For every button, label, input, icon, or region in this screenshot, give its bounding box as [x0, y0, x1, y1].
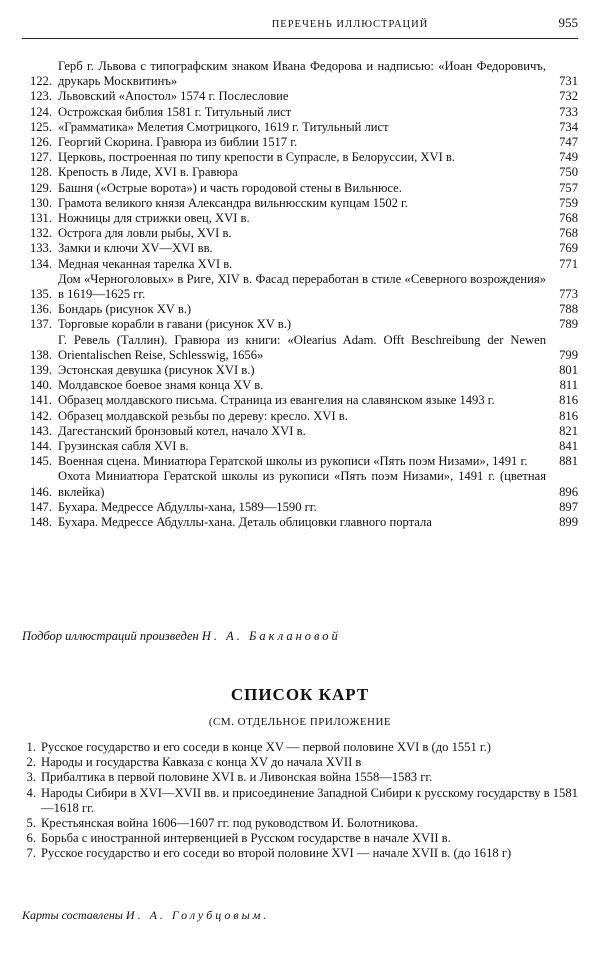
map-entry — [22, 816, 578, 831]
illustration-page: 899 — [559, 515, 578, 530]
running-head: ПЕРЕЧЕНЬ ИЛЛЮСТРАЦИЙ — [271, 19, 429, 30]
illustration-number: 125. — [29, 119, 52, 134]
illustration-entry — [22, 439, 578, 454]
map-entry — [22, 831, 578, 846]
map-entry — [22, 740, 578, 755]
illustration-entry — [22, 181, 578, 196]
illustration-number: 131. — [29, 211, 52, 226]
illustration-entry — [22, 393, 578, 408]
illustration-entry — [22, 135, 578, 150]
map-caption: Русское государство и его соседи во второй половине XVI — начале XVII в. (до 1618 г) — [41, 846, 512, 861]
illustration-entry — [22, 165, 578, 180]
illustration-number: 122. — [29, 74, 52, 89]
illustration-number: 134. — [29, 256, 52, 271]
illustration-number: 127. — [29, 150, 52, 165]
illustration-number: 148. — [29, 515, 52, 530]
map-caption: Прибалтика в первой половине XVI в. и Ливонская война 1558—1583 гг. — [41, 770, 433, 785]
map-number: 6. — [26, 831, 36, 846]
illustration-page: 799 — [559, 347, 578, 362]
illustration-caption: Дом «Черноголовых» в Риге, XIV в. Фасад переработан в стиле «Северного возрождения» в 1619—1625 гг. — [58, 271, 546, 302]
maps-credit — [22, 908, 269, 923]
illustration-caption: Грамота великого князя Александра вильнюсским купцам 1502 г. — [58, 195, 408, 210]
illustration-number: 139. — [29, 363, 52, 378]
illustration-caption: Торговые корабли в гавани (рисунок XV в.) — [58, 317, 292, 332]
illustration-page: 773 — [559, 287, 578, 302]
map-caption: Борьба с иностранной интервенцией в Русском государстве в начале XVII в. — [41, 831, 451, 846]
illustration-entry — [22, 59, 578, 89]
illustration-page: 757 — [559, 180, 578, 195]
map-caption: Народы Сибири в XVI—XVII вв. и присоединение Западной Сибири к русскому государству в 1581—1618 гг. — [41, 785, 578, 815]
map-number: 1. — [26, 740, 36, 754]
illustration-page: 768 — [559, 211, 578, 226]
illustrations-credit — [22, 629, 341, 644]
maps-credit-name: И. А. Голубцовым. — [125, 908, 270, 922]
illustration-number: 126. — [29, 135, 52, 150]
illustration-caption: Военная сцена. Миниатюра Гератской школы из рукописи «Пять поэм Низами», 1491 г. — [58, 454, 528, 469]
illustration-caption: Крепость в Лиде, XVI в. Гравюра — [58, 165, 238, 180]
illustration-entry — [22, 363, 578, 378]
map-list — [22, 740, 578, 862]
map-entry — [22, 786, 578, 816]
illustration-number: 142. — [29, 408, 52, 423]
illustration-caption: Образец молдавского письма. Страница из евангелия на славянском языке 1493 г. — [58, 393, 495, 408]
illustration-caption: Молдавское боевое знамя конца XV в. — [58, 378, 264, 393]
illustration-caption: Бондарь (рисунок XV в.) — [58, 302, 192, 317]
illustration-page: 769 — [559, 241, 578, 256]
illustration-caption: Замки и ключи XV—XVI вв. — [58, 241, 213, 256]
illustration-number: 129. — [29, 180, 52, 195]
illustration-caption: Эстонская девушка (рисунок XVI в.) — [58, 363, 255, 378]
illustration-number: 133. — [29, 241, 52, 256]
illustration-caption: Герб г. Львова с типографским знаком Ивана Федорова и надписью: «Иоан Федоровичъ, друкарь Москвитинъ» — [58, 59, 546, 89]
illustration-page: 759 — [559, 195, 578, 210]
illustration-number: 123. — [29, 89, 52, 104]
illustration-number: 141. — [29, 393, 52, 408]
illustration-caption: Ножницы для стрижки овец, XVI в. — [58, 211, 250, 226]
illustration-caption: Георгий Скорина. Гравюра из библии 1517 г. — [58, 135, 298, 150]
illustration-page: 801 — [559, 363, 578, 378]
illustration-number: 146. — [29, 484, 52, 499]
illustration-caption: Башня («Острые ворота») и часть городовой стены в Вильнюсе. — [58, 180, 402, 195]
illustration-caption: Дагестанский бронзовый котел, начало XVI в. — [58, 423, 306, 438]
illustration-entry — [22, 500, 578, 515]
illustration-page: 768 — [559, 226, 578, 241]
illustration-number: 130. — [29, 195, 52, 210]
map-entry — [22, 755, 578, 770]
illustration-page: 733 — [559, 104, 578, 119]
illustration-page: 750 — [559, 165, 578, 180]
illustration-entry — [22, 226, 578, 241]
map-entry — [22, 846, 578, 861]
illustration-page: 811 — [559, 378, 578, 393]
illustration-entry — [22, 409, 578, 424]
map-number: 4. — [26, 785, 36, 800]
illustration-page: 816 — [559, 408, 578, 423]
illustration-entry — [22, 89, 578, 104]
illustration-caption: Бухара. Медрессе Абдуллы-хана. Деталь облицовки главного портала — [58, 515, 432, 530]
illustration-entry — [22, 333, 578, 363]
illustration-page: 896 — [559, 484, 578, 499]
illustration-page: 881 — [559, 454, 578, 469]
illustration-number: 138. — [29, 347, 52, 362]
illustration-page: 747 — [559, 135, 578, 150]
illustration-entry — [22, 454, 578, 469]
maps-title: СПИСОК КАРТ — [230, 685, 370, 704]
map-number: 7. — [26, 846, 36, 861]
map-caption: Народы и государства Кавказа с конца XV до начала XVII в — [41, 755, 362, 770]
illustration-entry — [22, 424, 578, 439]
illustration-number: 144. — [29, 439, 52, 454]
illustration-entry — [22, 317, 578, 332]
illustration-entry — [22, 150, 578, 165]
header-rule — [22, 38, 578, 39]
illustration-caption: Г. Ревель (Таллин). Гравюра из книги: «Olearius Adam. Offt Beschreibung der Newen Orientalischen Reise, Schlesswig, 1656» — [58, 332, 546, 362]
illustration-caption: Бухара. Медрессе Абдуллы-хана, 1589—1590 гг. — [58, 499, 317, 514]
illustration-entry — [22, 272, 578, 302]
illustration-page: 732 — [559, 89, 578, 104]
illustration-page: 734 — [559, 119, 578, 134]
illustration-caption: Образец молдавской резьбы по дереву: кресло. XVI в. — [58, 408, 348, 423]
illustrations-credit-prefix: Подбор иллюстраций произведен — [22, 629, 199, 643]
illustration-page: 821 — [559, 423, 578, 438]
illustrations-credit-name: Н. А. Баклановой — [201, 629, 341, 643]
illustration-entry — [22, 241, 578, 256]
illustration-page: 788 — [559, 302, 578, 317]
maps-credit-prefix: Карты составлены — [22, 908, 123, 922]
illustration-entry — [22, 105, 578, 120]
illustration-page: 771 — [559, 256, 578, 271]
map-entry — [22, 770, 578, 785]
illustration-entry — [22, 469, 578, 499]
page-number: 955 — [558, 15, 578, 30]
illustration-number: 143. — [29, 423, 52, 438]
illustration-number: 147. — [29, 499, 52, 514]
illustration-page: 897 — [559, 499, 578, 514]
illustration-number: 135. — [29, 287, 52, 302]
illustration-number: 145. — [29, 454, 52, 469]
illustration-caption: «Грамматика» Мелетия Смотрицкого, 1619 г. Титульный лист — [58, 119, 389, 134]
illustration-page: 789 — [559, 317, 578, 332]
illustration-entry — [22, 120, 578, 135]
illustration-caption: Медная чеканная тарелка XVI в. — [58, 256, 233, 271]
illustration-caption: Львовский «Апостол» 1574 г. Послесловие — [58, 89, 289, 104]
illustration-caption: Грузинская сабля XVI в. — [58, 439, 189, 454]
illustration-caption: Охота Миниатюра Гератской школы из рукописи «Пять поэм Низами», 1491 г. (цветная вклейка) — [58, 469, 546, 499]
illustration-number: 136. — [29, 302, 52, 317]
illustration-number: 128. — [29, 165, 52, 180]
illustration-number: 132. — [29, 226, 52, 241]
map-number: 5. — [26, 816, 36, 831]
illustration-entry — [22, 211, 578, 226]
illustration-entry — [22, 378, 578, 393]
illustration-page: 816 — [559, 393, 578, 408]
illustration-entry — [22, 196, 578, 211]
map-caption: Русское государство и его соседи в конце XV — первой половине XVI в (до 1551 г.) — [41, 740, 491, 754]
maps-subtitle: (СМ. ОТДЕЛЬНОЕ ПРИЛОЖЕНИЕ — [208, 716, 392, 728]
illustration-page: 749 — [559, 150, 578, 165]
illustration-list — [22, 59, 578, 530]
illustration-entry — [22, 302, 578, 317]
illustration-caption: Острога для ловли рыбы, XVI в. — [58, 226, 232, 241]
map-caption: Крестьянская война 1606—1607 гг. под руководством И. Болотникова. — [41, 816, 418, 831]
illustration-caption: Острожская библия 1581 г. Титульный лист — [58, 104, 292, 119]
illustration-number: 137. — [29, 317, 52, 332]
illustration-caption: Церковь, построенная по типу крепости в Супрасле, в Белоруссии, XVI в. — [58, 150, 456, 165]
map-number: 3. — [26, 770, 36, 785]
map-number: 2. — [26, 755, 36, 770]
illustration-entry — [22, 515, 578, 530]
illustration-page: 731 — [559, 74, 578, 89]
illustration-number: 124. — [29, 104, 52, 119]
illustration-entry — [22, 257, 578, 272]
illustration-page: 841 — [559, 439, 578, 454]
illustration-number: 140. — [29, 378, 52, 393]
